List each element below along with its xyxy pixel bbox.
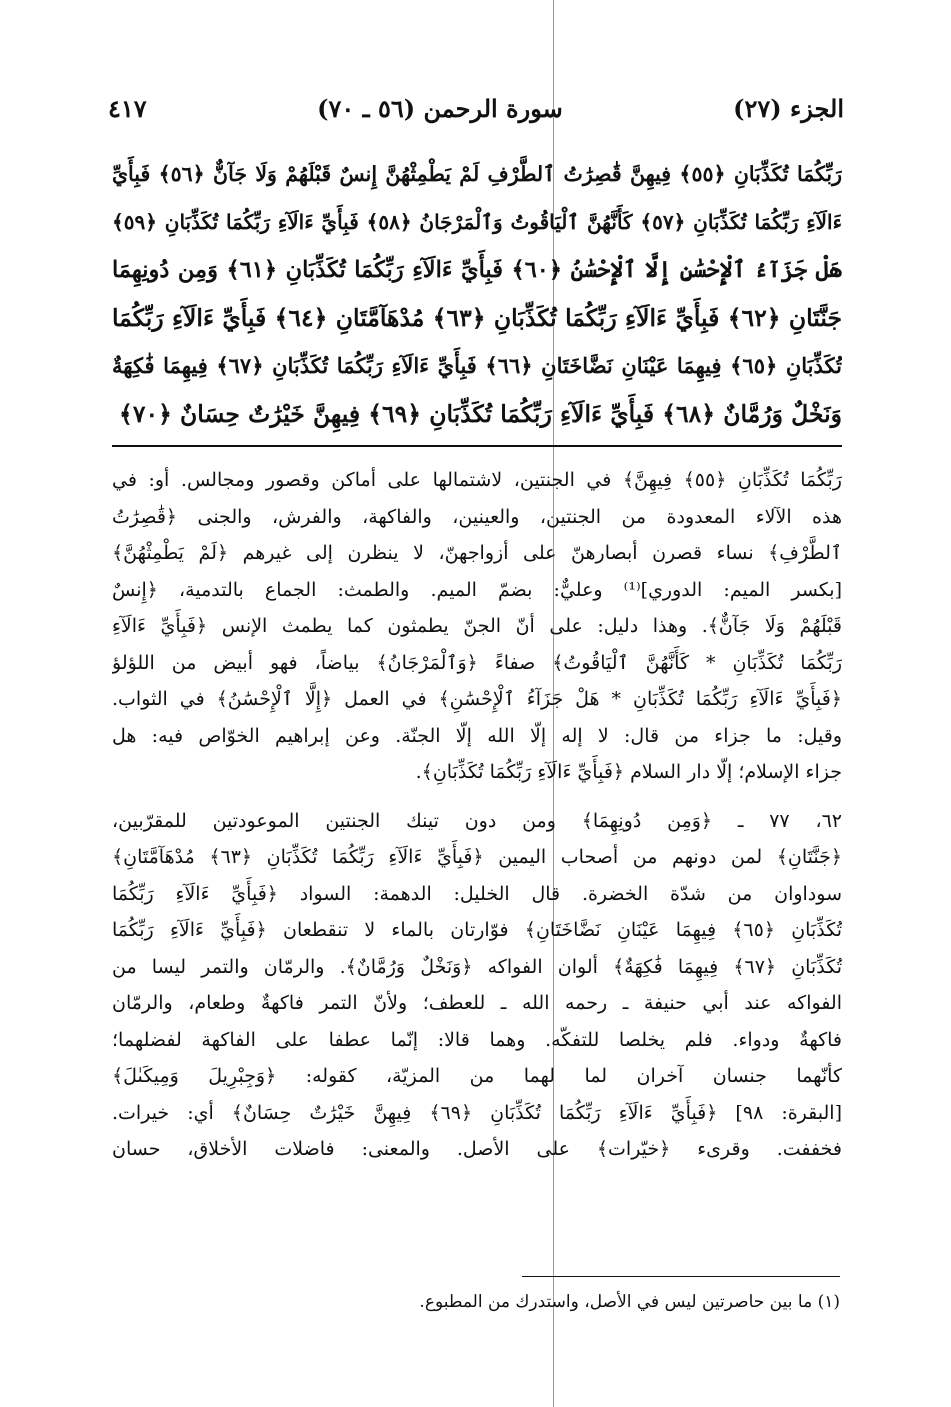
commentary-line: فخففت. وقرىء ﴿خيّرات﴾ على الأصل. والمعنى: فاضلات الأخلاق، حسان: [112, 1138, 842, 1160]
commentary-line: سوداوان من شدّة الخضرة. قال الخليل: الدهمة: السواد ﴿فَبِأَيِّ ءَالَآءِ رَبِّكُمَا: [112, 882, 842, 905]
juz-label: الجزء (٢٧): [733, 93, 844, 123]
quran-line: وَنَخْلٌ وَرُمَّانٌ ﴿٦٨﴾ فَبِأَيِّ ءَالَآءِ رَبِّكُمَا تُكَذِّبَانِ ﴿٦٩﴾ فِيهِنَّ خَيْرَٰتٌ حِسَانٌ ﴿٧٠﴾: [119, 400, 842, 428]
commentary-line: تُكَذِّبَانِ ﴿٦٥﴾ فِيهِمَا عَيْنَانِ نَضَّاخَتَانِ﴾ فوّارتان بالماء لا تنقطعان ﴿فَبِأَيِّ ءَالَآءِ رَبِّكُمَا: [112, 919, 842, 941]
commentary-line: تُكَذِّبَانِ ﴿٦٧﴾ فِيهِمَا فَٰكِهَةٌ﴾ ألوان الفواكه ﴿وَنَخْلٌ وَرُمَّانٌ﴾. والرمّان والتمر ليسا من: [112, 955, 842, 978]
surah-title: سورة الرحمن (٥٦ ـ ٧٠): [317, 93, 563, 123]
commentary-block: [112, 462, 842, 1168]
quran-line: جَنَّتَانِ ﴿٦٢﴾ فَبِأَيِّ ءَالَآءِ رَبِّكُمَا تُكَذِّبَانِ ﴿٦٣﴾ مُدْهَآمَّتَانِ ﴿٦٤﴾ فَبِأَيِّ ءَالَآءِ رَبِّكُمَا: [112, 304, 842, 332]
quran-line: رَبِّكُمَا تُكَذِّبَانِ ﴿٥٥﴾ فِيهِنَّ قَٰصِرَٰتُ ٱلطَّرْفِ لَمْ يَطْمِثْهُنَّ إِنسٌ قَبْلَهُمْ وَلَا جَآنٌّ ﴿٥٦﴾ فَبِأَيِّ: [112, 162, 842, 186]
commentary-line: فاكهةٌ ودواء. فلم يخلصا للتفكّه. وهما قالا: إنّما عطفا على الفاكهة لفضلهما؛: [112, 1028, 842, 1051]
commentary-line: ﴿فَبِأَيِّ ءَالَآءِ رَبِّكُمَا تُكَذِّبَانِ * هَلْ جَزَآءُ ٱلْإِحْسَٰنِ﴾ في العمل ﴿إِلَّا ٱلْإِحْسَٰنُ﴾ في الثواب.: [112, 688, 842, 710]
footnote-divider: [522, 1276, 840, 1277]
commentary-line: قَبْلَهُمْ وَلَا جَآنٌّ﴾. وهذا دليل: على أنّ الجنّ يطمثون كما يطمث الإنس ﴿فَبِأَيِّ ءَالَآءِ: [112, 615, 842, 637]
section-divider: [112, 445, 842, 447]
footnote: (١) ما بين حاصرتين ليس في الأصل، واستدرك من المطبوع.: [419, 1292, 840, 1312]
commentary-line: هذه الآلاء المعدودة من الجنتين، والعينين، والفاكهة، والفرش، والجنى ﴿قَٰصِرَٰتُ: [112, 505, 842, 528]
paragraph-gap: [112, 791, 842, 803]
commentary-line: ٱلطَّرْفِ﴾ نساء قصرن أبصارهنّ على أزواجهنّ، لا ينظرن إلى غيرهم ﴿لَمْ يَطْمِثْهُنَّ﴾: [112, 542, 842, 564]
running-header: [108, 88, 844, 128]
page-number: ٤١٧: [108, 93, 147, 123]
commentary-line: جزاء الإسلام؛ إلّا دار السلام ﴿فَبِأَيِّ ءَالَآءِ رَبِّكُمَا تُكَذِّبَانِ﴾.: [415, 761, 842, 783]
quran-line: تُكَذِّبَانِ ﴿٦٥﴾ فِيهِمَا عَيْنَانِ نَضَّاخَتَانِ ﴿٦٦﴾ فَبِأَيِّ ءَالَآءِ رَبِّكُمَا تُكَذِّبَانِ ﴿٦٧﴾ فِيهِمَا فَٰكِهَةٌ: [112, 353, 842, 378]
commentary-line: الفواكه عند أبي حنيفة ـ رحمه الله ـ للعطف؛ ولأنّ التمر فاكهةٌ وطعام، والرمّان: [112, 992, 842, 1014]
commentary-line: كأنّهما جنسان آخران لما لهما من المزيّة، كقوله: ﴿وَجِبْرِيلَ وَمِيكَىٰلَ﴾: [112, 1065, 842, 1087]
commentary-line: [بكسر الميم: الدوري]⁽¹⁾ وعليٌّ: بضمّ الميم. والطمث: الجماع بالتدمية، ﴿إِنسٌ: [112, 578, 842, 601]
quran-text-block: [112, 150, 842, 438]
commentary-line: ٦٢، ٧٧ ـ ﴿وَمِن دُونِهِمَا﴾ ومن دون تينك الجنتين الموعودتين للمقرّبين،: [112, 809, 842, 832]
quran-line: هَلْ جَزَآءُ ٱلْإِحْسَٰنِ إِلَّا ٱلْإِحْسَٰنُ ﴿٦٠﴾ فَبِأَيِّ ءَالَآءِ رَبِّكُمَا تُكَذِّبَانِ ﴿٦١﴾ وَمِن دُونِهِمَا: [112, 257, 842, 283]
commentary-line: وقيل: ما جزاء من قال: لا إله إلّا الله إلّا الجنّة. وعن إبراهيم الخوّاص فيه: هل: [112, 724, 842, 747]
commentary-line: ﴿جَنَّتَانِ﴾ لمن دونهم من أصحاب اليمين ﴿فَبِأَيِّ ءَالَآءِ رَبِّكُمَا تُكَذِّبَانِ ﴿٦٣﴾ مُدْهَآمَّتَانِ﴾: [112, 846, 842, 868]
commentary-line: رَبِّكُمَا تُكَذِّبَانِ * كَأَنَّهُنَّ ٱلْيَاقُوتُ﴾ صفاءً ﴿وَٱلْمَرْجَانُ﴾ بياضاً، فهو أبيض من اللؤلؤ: [112, 651, 842, 674]
quran-line: ءَالَآءِ رَبِّكُمَا تُكَذِّبَانِ ﴿٥٧﴾ كَأَنَّهُنَّ ٱلْيَاقُوتُ وَٱلْمَرْجَانُ ﴿٥٨﴾ فَبِأَيِّ ءَالَآءِ رَبِّكُمَا تُكَذِّبَانِ ﴿٥٩﴾: [112, 210, 842, 234]
commentary-line: [البقرة: ٩٨] ﴿فَبِأَيِّ ءَالَآءِ رَبِّكُمَا تُكَذِّبَانِ ﴿٦٩﴾ فِيهِنَّ خَيْرَٰتٌ حِسَانٌ﴾ أي: خيرات.: [112, 1101, 842, 1124]
commentary-line: رَبِّكُمَا تُكَذِّبَانِ ﴿٥٥﴾ فِيهِنَّ﴾ في الجنتين، لاشتمالها على أماكن وقصور ومجالس. أو: في: [112, 469, 842, 491]
